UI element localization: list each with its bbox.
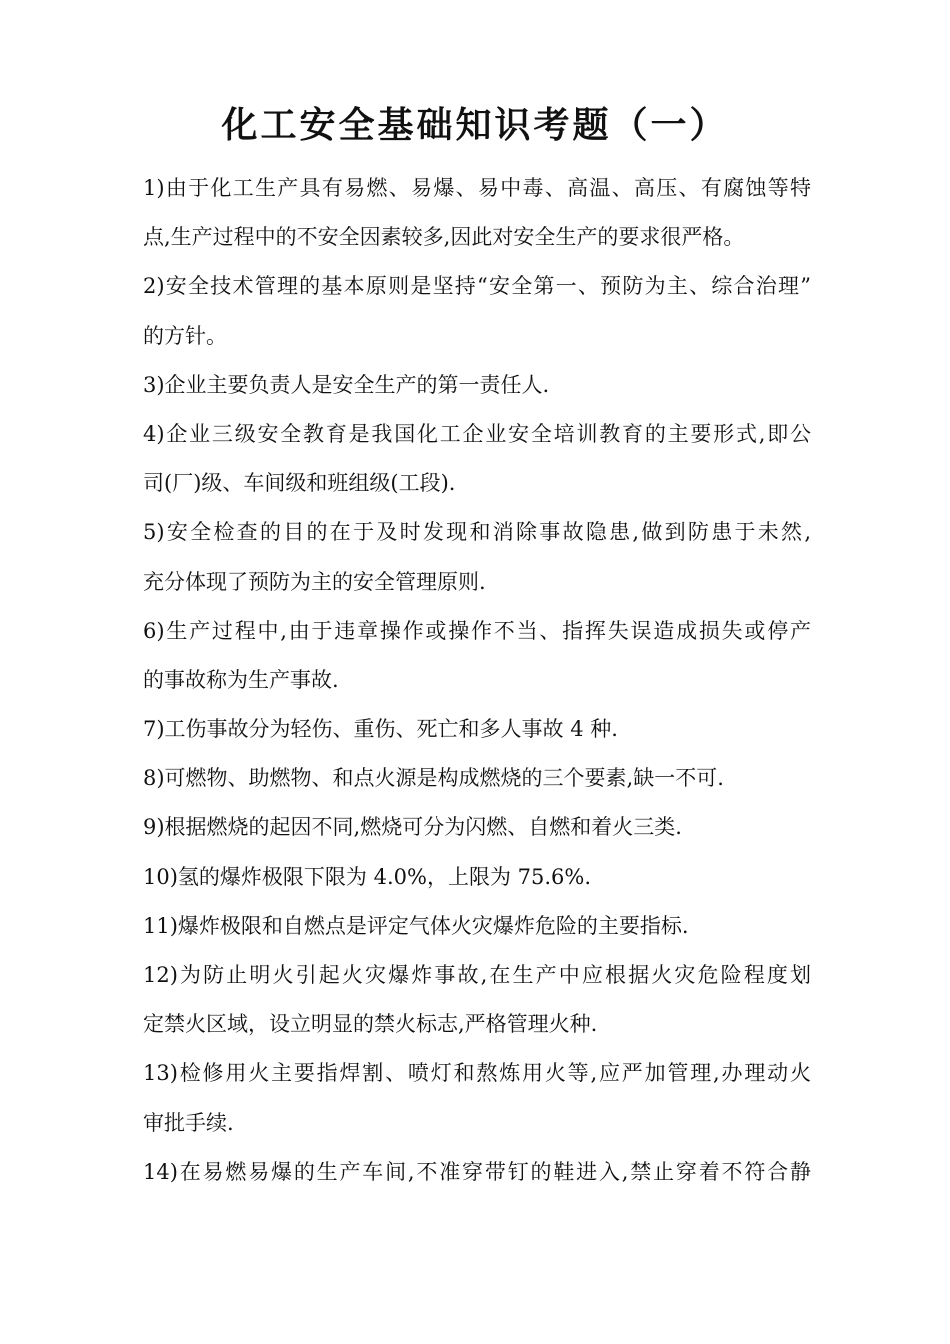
text-line: 3)企业主要负责人是安全生产的第一责任人.	[143, 372, 550, 397]
document-title: 化工安全基础知识考题（一）	[221, 105, 729, 146]
text-line: 点,生产过程中的不安全因素较多,因此对安全生产的要求很严格。	[143, 225, 745, 250]
text-line: 充分体现了预防为主的安全管理原则.	[143, 569, 486, 594]
text-line: 14)在易燃易爆的生产车间,不准穿带钉的鞋进入,禁止穿着不符合静	[143, 1159, 811, 1184]
text-line: 定禁火区域，设立明显的禁火标志,严格管理火种.	[143, 1012, 598, 1037]
text-line: 7)工伤事故分为轻伤、重伤、死亡和多人事故 4 种.	[143, 717, 618, 742]
text-line: 审批手续.	[143, 1110, 234, 1135]
text-line: 5)安全检查的目的在于及时发现和消除事故隐患,做到防患于未然,	[143, 520, 811, 545]
text-line: 2)安全技术管理的基本原则是坚持“安全第一、预防为主、综合治理”	[143, 274, 811, 299]
document-body	[143, 164, 811, 1197]
text-line: 8)可燃物、助燃物、和点火源是构成燃烧的三个要素,缺一不可.	[143, 766, 724, 791]
text-line: 4)企业三级安全教育是我国化工企业安全培训教育的主要形式,即公	[143, 421, 811, 446]
text-line: 的方针。	[143, 323, 227, 348]
text-line: 1)由于化工生产具有易燃、易爆、易中毒、高温、高压、有腐蚀等特	[143, 176, 811, 200]
text-line: 10)氢的爆炸极限下限为 4.0%，上限为 75.6%.	[143, 864, 592, 889]
text-line: 12)为防止明火引起火灾爆炸事故,在生产中应根据火灾危险程度划	[143, 963, 811, 987]
text-line: 的事故称为生产事故.	[143, 667, 339, 692]
text-line: 13)检修用火主要指焊割、喷灯和熬炼用火等,应严加管理,办理动火	[143, 1061, 811, 1086]
text-line: 9)根据燃烧的起因不同,燃烧可分为闪燃、自燃和着火三类.	[143, 815, 682, 840]
text-line: 6)生产过程中,由于违章操作或操作不当、指挥失误造成损失或停产	[143, 618, 811, 643]
text-line: 11)爆炸极限和自燃点是评定气体火灾爆炸危险的主要指标.	[143, 913, 689, 938]
text-line: 司(厂)级、车间级和班组级(工段).	[143, 471, 456, 496]
